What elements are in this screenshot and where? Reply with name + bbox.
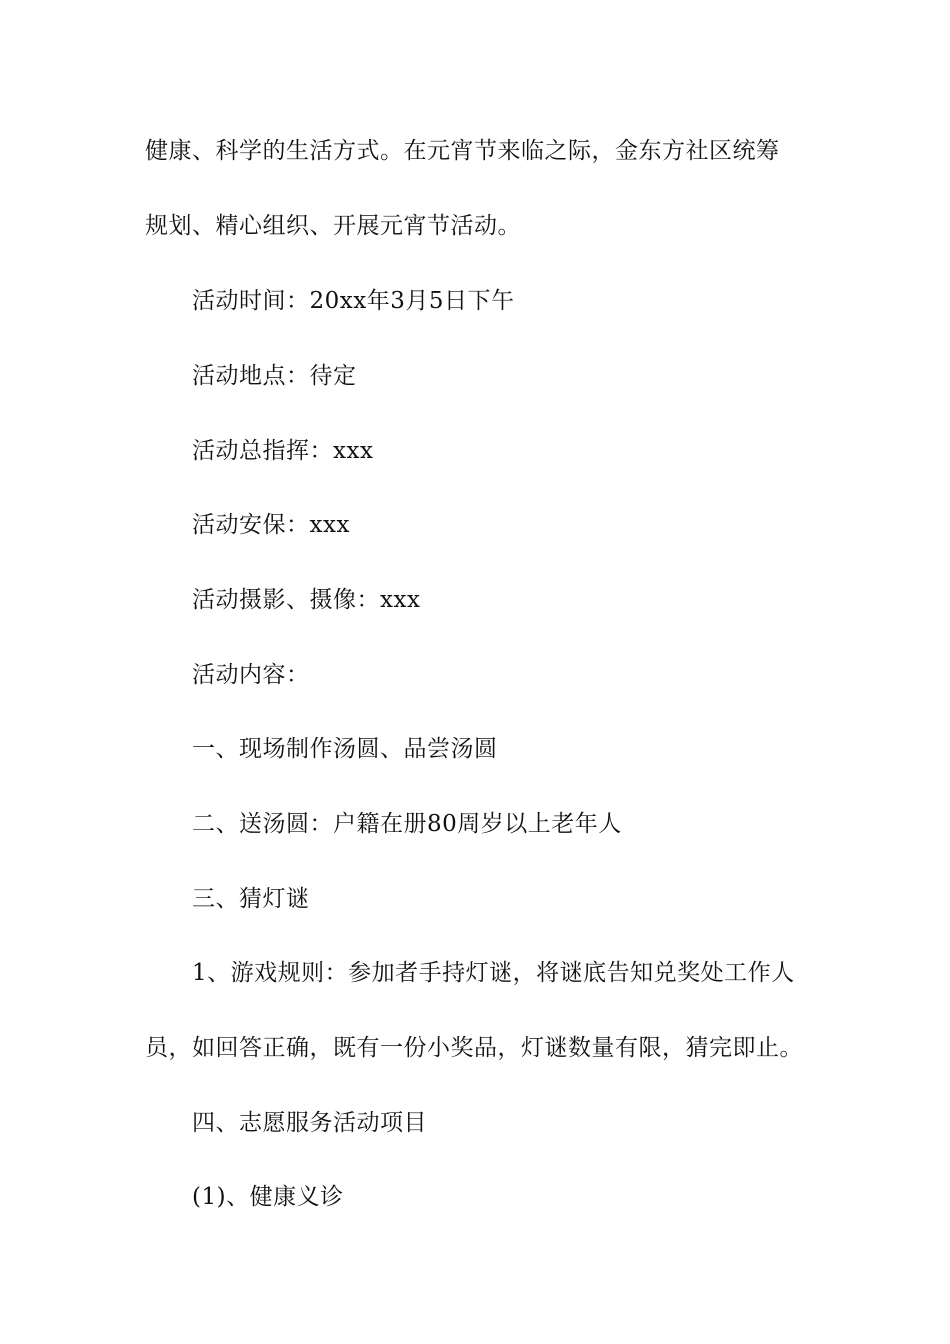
activity-commander: 活动总指挥：xxx	[192, 438, 374, 464]
activity-security: 活动安保：xxx	[192, 512, 350, 538]
item-two: 二、送汤圆：户籍在册80周岁以上老年人	[192, 811, 622, 837]
item-four: 四、志愿服务活动项目	[192, 1110, 427, 1136]
paragraph-line-2: 规划、精心组织、开展元宵节活动。	[145, 213, 521, 239]
sub-item-health-clinic: (1)、健康义诊	[192, 1184, 344, 1210]
item-three: 三、猜灯谜	[192, 886, 310, 912]
item-one: 一、现场制作汤圆、品尝汤圆	[192, 736, 498, 762]
paragraph-line-1: 健康、科学的生活方式。在元宵节来临之际，金东方社区统筹	[145, 138, 780, 164]
game-rules-line-2: 员，如回答正确，既有一份小奖品，灯谜数量有限，猜完即止。	[145, 1035, 803, 1061]
game-rules-line-1: 1、游戏规则：参加者手持灯谜，将谜底告知兑奖处工作人	[192, 960, 795, 986]
activity-location: 活动地点：待定	[192, 363, 357, 389]
activity-content-heading: 活动内容：	[192, 662, 310, 688]
activity-photography: 活动摄影、摄像：xxx	[192, 587, 421, 613]
activity-time: 活动时间：20xx年3月5日下午	[192, 288, 515, 314]
